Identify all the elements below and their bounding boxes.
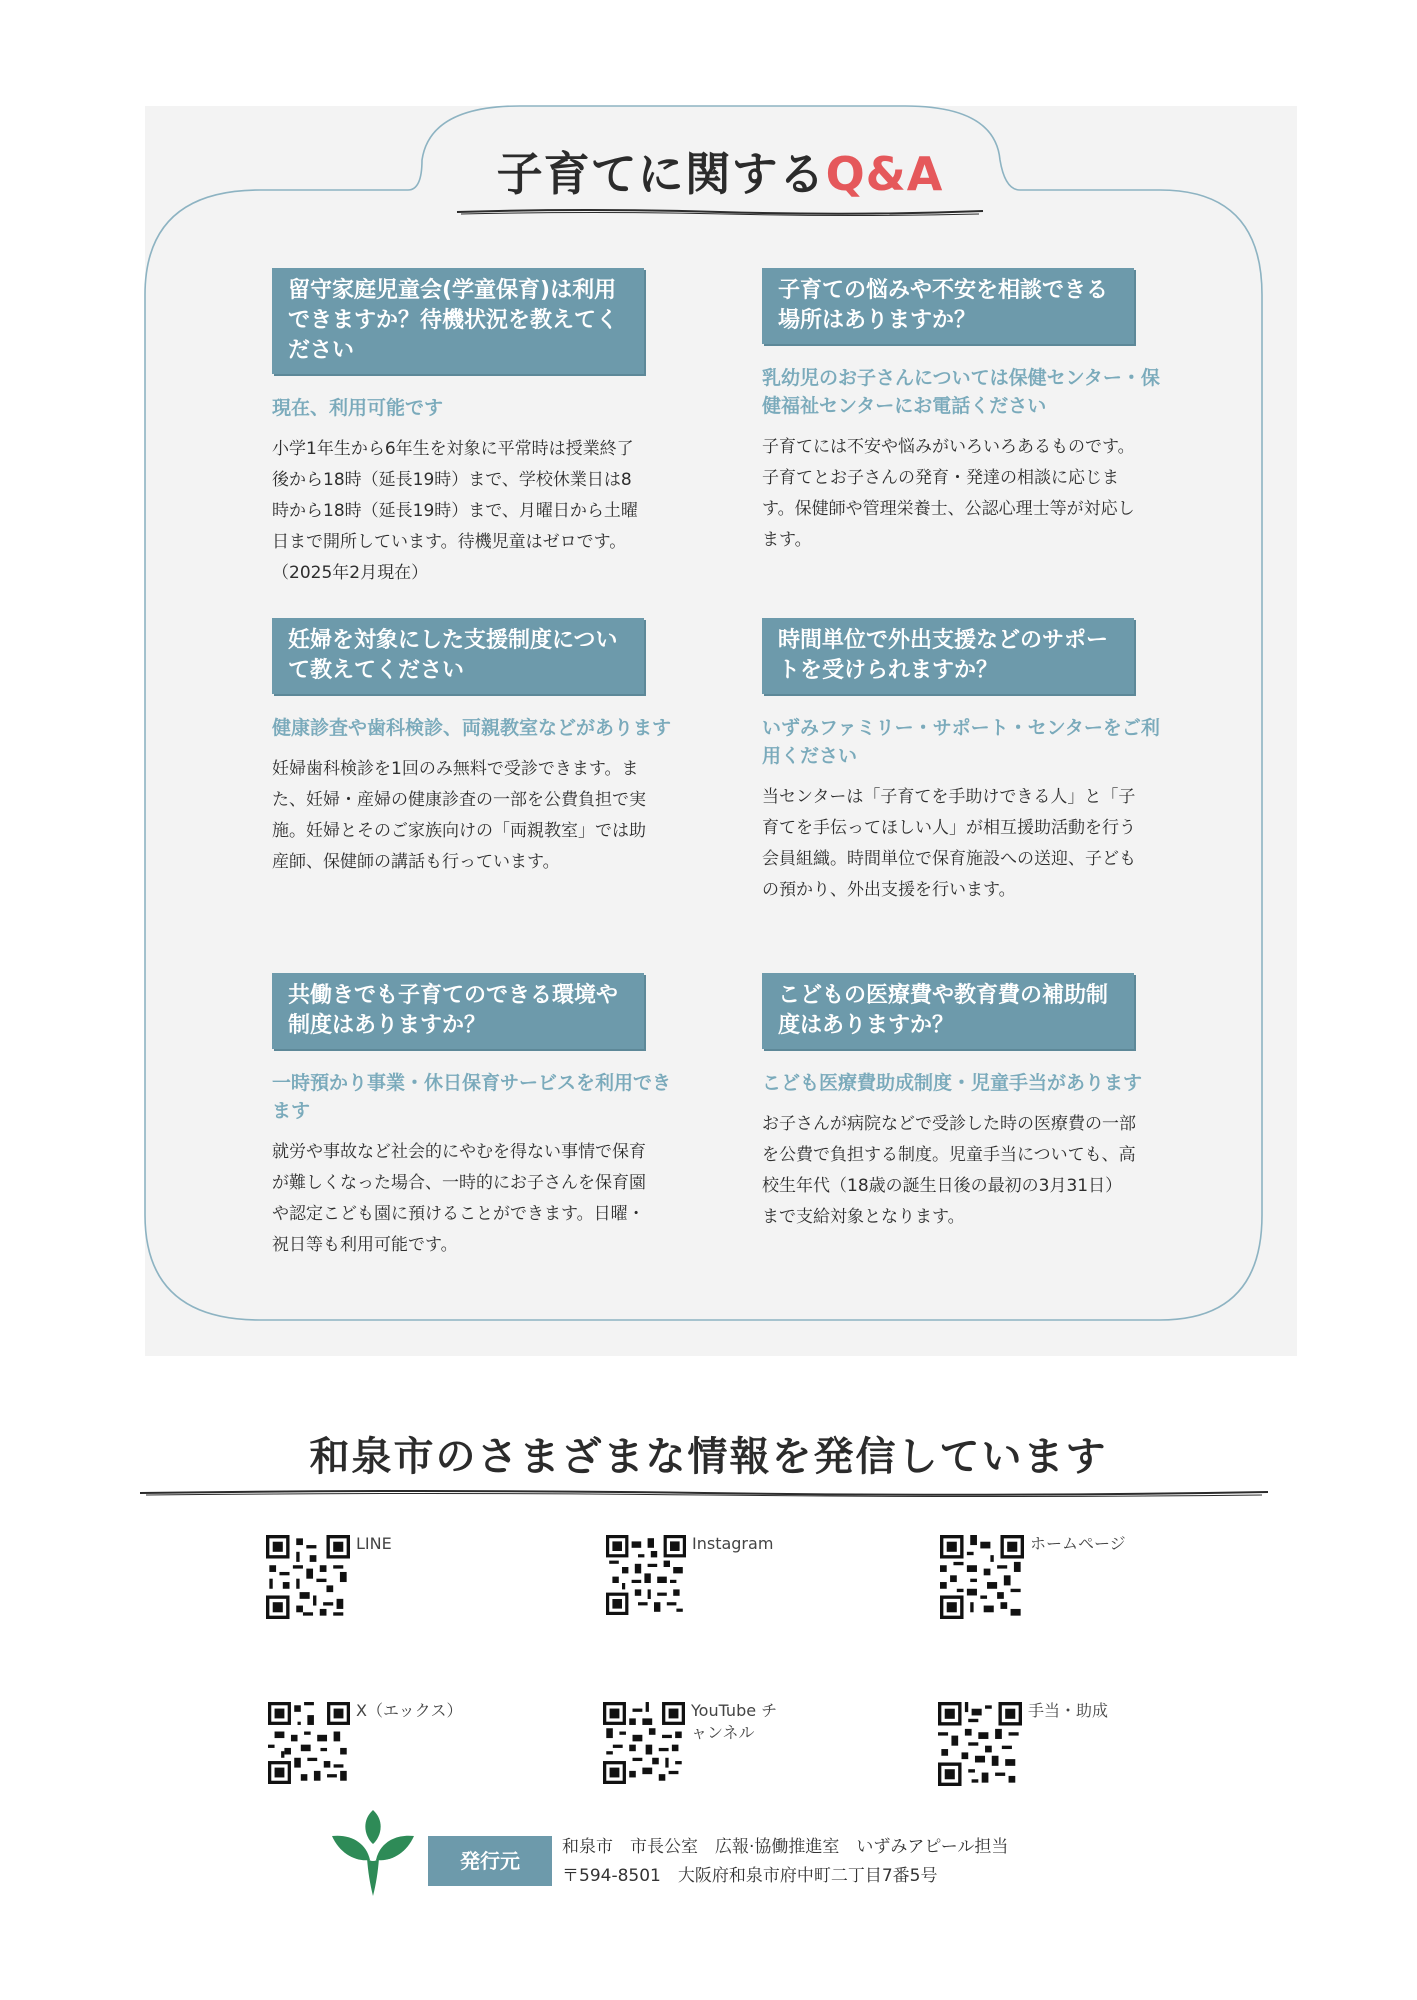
qr-link-x[interactable] — [268, 1702, 462, 1784]
publisher-badge: 発行元 — [428, 1836, 552, 1886]
answer-body: 小学1年生から6年生を対象に平常時は授業終了後から18時（延長19時）まで、学校休業日は8時から18時（延長19時）まで、月曜日から土曜日まで開所しています。待機児童はゼロです。（2025年2月現在） — [272, 439, 638, 583]
publisher-address: 〒594-8501 大阪府和泉市府中町二丁目7番5号 — [562, 1866, 938, 1886]
qa-title-main: 子育てに関する — [496, 147, 826, 201]
question-box: 時間単位で外出支援などのサポートを受けられますか？ — [762, 618, 1134, 694]
qr-label: X（エックス） — [356, 1701, 463, 1720]
qr-label: Instagram — [692, 1534, 774, 1553]
publisher-department: 和泉市 市長公室 広報·協働推進室 いずみアピール担当 — [562, 1837, 1009, 1857]
qr-link-instagram[interactable] — [606, 1535, 773, 1615]
answer-body: 子育てには不安や悩みがいろいろあるものです。子育てとお子さんの発育・発達の相談に応じます。保健師や管理栄養士、公認心理士等が対応します。 — [762, 437, 1135, 550]
question-box: 共働きでも子育てのできる環境や制度はありますか？ — [272, 973, 644, 1049]
qa-item-family-support — [762, 618, 1162, 906]
qa-item-gakudo — [272, 268, 672, 589]
qa-item-childcare — [272, 973, 672, 1261]
question-box: 妊婦を対象にした支援制度について教えてください — [272, 618, 644, 694]
qr-label: ホームページ — [1030, 1534, 1126, 1553]
qr-link-allowance[interactable] — [938, 1702, 1108, 1786]
qr-label: LINE — [356, 1534, 392, 1553]
question-box: 留守家庭児童会(学童保育)は利用できますか？待機状況を教えてください — [272, 268, 644, 374]
qr-label: 手当・助成 — [1028, 1701, 1109, 1720]
city-emblem-icon — [330, 1808, 416, 1898]
answer-heading: こども医療費助成制度・児童手当があります — [762, 1072, 1143, 1094]
answer-heading: 現在、利用可能です — [272, 397, 444, 419]
answer-heading: 乳幼児のお子さんについては保健センター・保健福祉センターにお電話ください — [762, 367, 1160, 417]
qr-link-homepage[interactable] — [940, 1535, 1126, 1619]
publisher-info — [562, 1833, 1008, 1891]
qa-title-accent: Q&A — [825, 147, 944, 201]
qr-code-icon — [938, 1702, 1022, 1786]
info-title: 和泉市のさまざまな情報を発信しています — [309, 1434, 1108, 1480]
answer-body: 妊婦歯科検診を1回のみ無料で受診できます。また、妊婦・産婦の健康診査の一部を公費負担で実施。妊婦とそのご家族向けの「両親教室」では助産師、保健師の講話も行っています。 — [272, 759, 646, 872]
qr-code-icon — [266, 1535, 350, 1619]
qr-code-icon — [940, 1535, 1024, 1619]
qr-link-line[interactable] — [266, 1535, 392, 1619]
answer-heading: 一時預かり事業・休日保育サービスを利用できます — [272, 1072, 672, 1122]
answer-body: 就労や事故など社会的にやむを得ない事情で保育が難しくなった場合、一時的にお子さんを保育園や認定こども園に預けることができます。日曜・祝日等も利用可能です。 — [272, 1142, 646, 1255]
qa-item-medical-subsidy — [762, 973, 1162, 1233]
question-box: こどもの医療費や教育費の補助制度はありますか？ — [762, 973, 1134, 1049]
answer-body: お子さんが病院などで受診した時の医療費の一部を公費で負担する制度。児童手当についても、高校生年代（18歳の誕生日後の最初の3月31日）まで支給対象となります。 — [762, 1114, 1136, 1227]
qr-code-icon — [603, 1702, 685, 1784]
qr-label: YouTube チャンネル — [691, 1701, 778, 1742]
qr-code-icon — [268, 1702, 350, 1784]
qa-title — [420, 138, 1020, 204]
info-underline — [138, 1487, 1270, 1499]
qr-code-icon — [606, 1535, 686, 1615]
title-underline — [455, 206, 985, 218]
qr-link-youtube[interactable] — [603, 1702, 781, 1784]
qa-item-consultation — [762, 268, 1162, 556]
answer-heading: いずみファミリー・サポート・センターをご利用ください — [762, 717, 1160, 767]
question-box: 子育ての悩みや不安を相談できる場所はありますか？ — [762, 268, 1134, 344]
answer-body: 当センターは「子育てを手助けできる人」と「子育てを手伝ってほしい人」が相互援助活動を行う会員組織。時間単位で保育施設への送迎、子どもの預かり、外出支援を行います。 — [762, 787, 1136, 900]
qa-item-pregnancy — [272, 618, 672, 878]
answer-heading: 健康診査や歯科検診、両親教室などがあります — [272, 717, 672, 739]
